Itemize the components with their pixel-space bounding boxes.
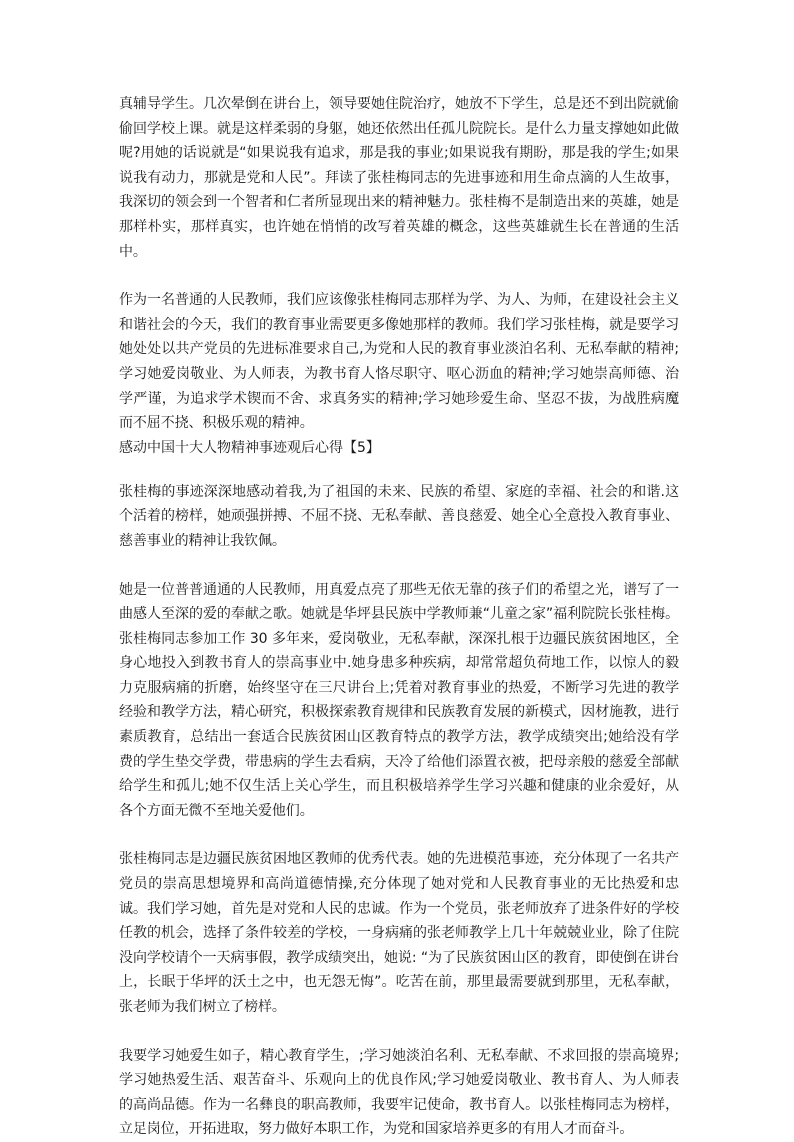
- paragraph-4: 她是一位普普通通的人民教师，用真爱点亮了那些无依无靠的孩子们的希望之光，谱写了一曲感人至深的爱的奉献之歌。她就是华坪县民族中学教师兼“儿童之家”福利院院长张桂梅。张桂梅同志参加工作 30 多年来，爱岗敬业，无私奉献，深深扎根于边疆民族贫困地区，全身心地投入到教书育人的崇高事业中.她身患多种疾病，却常常超负荷地工作，以惊人的毅力克服病痛的折磨，始终坚守在三尺讲台上;凭着对教育事业的热爱，不断学习先进的教学经验和教学方法，精心研究，积极探索教育规律和民族教育发展的新模式，因材施教，进行素质教育，总结出一套适合民族贫困山区教育特点的教学方法，教学成绩突出;她给没有学费的学生垫交学费，带患病的学生去看病，天冷了给他们添置衣被，把母亲般的慈爱全部献给学生和孤儿;她不仅生活上关心学生，而且积极培养学生学习兴趣和健康的业余爱好，从各个方面无微不至地关爱他们。: [119, 581, 679, 819]
- paragraph-1: 真辅导学生。几次晕倒在讲台上，领导要她住院治疗，她放不下学生，总是还不到出院就偷偷回学校上课。就是这样柔弱的身躯，她还依然出任孤儿院院长。是什么力量支撑她如此做呢?用她的话说就是“如果说我有追求，那是我的事业;如果说我有期盼，那是我的学生;如果说我有动力，那就是党和人民”。拜读了张桂梅同志的先进事迹和用生命点滴的人生故事，我深切的领会到一个智者和仁者所显现出来的精神魅力。张桂梅不是制造出来的英雄，她是那样朴实，那样真实，也许她在悄悄的改写着英雄的概念，这些英雄就生长在普通的生活中。: [119, 96, 679, 260]
- paragraph-2: 作为一名普通的人民教师，我们应该像张桂梅同志那样为学、为人、为师，在建设社会主义和谐社会的今天，我们的教育事业需要更多像她那样的教师。我们学习张桂梅，就是要学习她处处以共产党员的先进标准要求自己,为党和人民的教育事业淡泊名利、无私奉献的精神;学习她爱岗敬业、为人师表，为教书育人恪尽职守、呕心沥血的精神;学习她崇高师德、治学严谨，为追求学术锲而不舍、求真务实的精神;学习她珍爱生命、坚忍不拔，为战胜病魔而不屈不挠、积极乐观的精神。: [119, 292, 679, 432]
- section-heading: 感动中国十大人物精神事迹观后心得【5】: [119, 439, 380, 456]
- paragraph-3: 张桂梅的事迹深深地感动着我,为了祖国的未来、民族的希望、家庭的幸福、社会的和谐.这个活着的榜样，她顽强拼搏、不屈不挠、无私奉献、善良慈爱、她全心全意投入教育事业、慈善事业的精神让我钦佩。: [119, 483, 679, 549]
- paragraph-6: 我要学习她爱生如子，精心教育学生，;学习她淡泊名利、无私奉献、不求回报的崇高境界;学习她热爱生活、艰苦奋斗、乐观向上的优良作风;学习她爱岗敬业、教书育人、为人师表的高尚品德。作为一名彝良的职高教师，我要牢记使命，教书育人。以张桂梅同志为榜样，立足岗位，开拓进取，努力做好本职工作，为党和国家培养更多的有用人才而奋斗。: [119, 1047, 679, 1138]
- document-body: [119, 92, 679, 1142]
- paragraph-5: 张桂梅同志是边疆民族贫困地区教师的优秀代表。她的先进模范事迹，充分体现了一名共产党员的崇高思想境界和高尚道德情操,充分体现了她对党和人民教育事业的无比热爱和忠诚。我们学习她，首先是对党和人民的忠诚。作为一个党员，张老师放弃了进条件好的学校任教的机会，选择了条件较差的学校，一身病痛的张老师教学上几十年兢兢业业，除了住院没向学校请个一天病事假，教学成绩突出，她说: “为了民族贫困山区的教育，即使倒在讲台上，长眠于华坪的沃土之中，也无怨无悔”。吃苦在前，那里最需要就到那里，无私奉献，张老师为我们树立了榜样。: [119, 851, 679, 1015]
